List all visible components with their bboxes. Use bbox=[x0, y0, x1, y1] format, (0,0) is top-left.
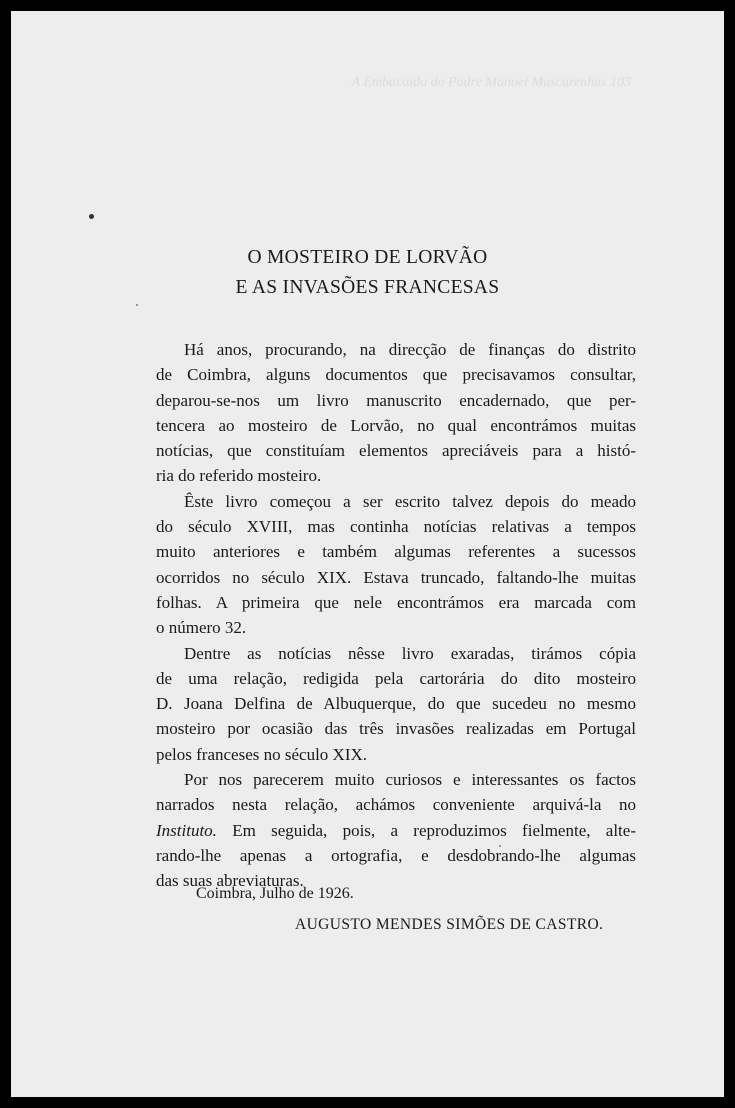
body-line: muito anteriores e também algumas referentes a sucessos bbox=[156, 542, 636, 562]
author-signature: AUGUSTO MENDES SIMÕES DE CASTRO. bbox=[295, 916, 604, 933]
dateline: Coimbra, Julho de 1926. bbox=[196, 885, 354, 902]
body-line: do século XVIII, mas continha notícias relativas a tempos bbox=[156, 517, 636, 537]
ink-speck bbox=[89, 214, 94, 219]
body-line: o número 32. bbox=[156, 618, 247, 638]
body-line: tencera ao mosteiro de Lorvão, no qual encontrámos muitas bbox=[156, 415, 636, 435]
page bbox=[11, 11, 724, 1097]
body-line: mosteiro por ocasião das três invasões realizadas em Portugal bbox=[156, 719, 636, 739]
body-line: pelos franceses no século XIX. bbox=[156, 744, 368, 764]
body-line: deparou-se-nos um livro manuscrito encadernado, que per- bbox=[156, 390, 636, 410]
body-line: Dentre as notícias nêsse livro exaradas, tirámos cópia bbox=[184, 643, 636, 663]
body-line: rando-lhe apenas a ortografia, e desdobrando-lhe algumas bbox=[156, 845, 636, 865]
body-line: de Coimbra, alguns documentos que precisavamos consultar, bbox=[156, 365, 636, 385]
body-line: folhas. A primeira que nele encontrámos era marcada com bbox=[156, 592, 636, 612]
article-body bbox=[156, 337, 636, 894]
body-line: D. Joana Delfina de Albuquerque, do que sucedeu no mesmo bbox=[156, 694, 636, 714]
body-line: Há anos, procurando, na direcção de finanças do distrito bbox=[184, 340, 636, 359]
body-line: narrados nesta relação, achámos conveniente arquivá-la no bbox=[156, 795, 636, 815]
body-line: notícias, que constituíam elementos apreciáveis para a histó- bbox=[156, 441, 636, 461]
bleed-through-header: A Embaixada do Padre Manoel Mascarenhas 103 bbox=[351, 75, 631, 90]
body-line: Por nos parecerem muito curiosos e interessantes os factos bbox=[184, 770, 636, 790]
body-line: Instituto. Em seguida, pois, a reproduzimos fielmente, alte- bbox=[156, 820, 636, 840]
article-title bbox=[11, 243, 724, 303]
title-line-1: O MOSTEIRO DE LORVÃO bbox=[247, 247, 488, 268]
italic-word: Instituto. bbox=[156, 820, 217, 840]
body-line: de uma relação, redigida pela cartorária do dito mosteiro bbox=[156, 668, 636, 688]
bleed-through-text bbox=[161, 73, 631, 93]
body-line: das suas abreviaturas. bbox=[156, 871, 304, 891]
body-line: Êste livro começou a ser escrito talvez depois do meado bbox=[184, 491, 636, 511]
body-line: ocorridos no século XIX. Estava truncado, faltando-lhe muitas bbox=[156, 567, 636, 587]
body-line: ria do referido mosteiro. bbox=[156, 466, 322, 486]
ink-speck bbox=[136, 304, 138, 306]
title-line-2: E AS INVASÕES FRANCESAS bbox=[235, 277, 500, 298]
